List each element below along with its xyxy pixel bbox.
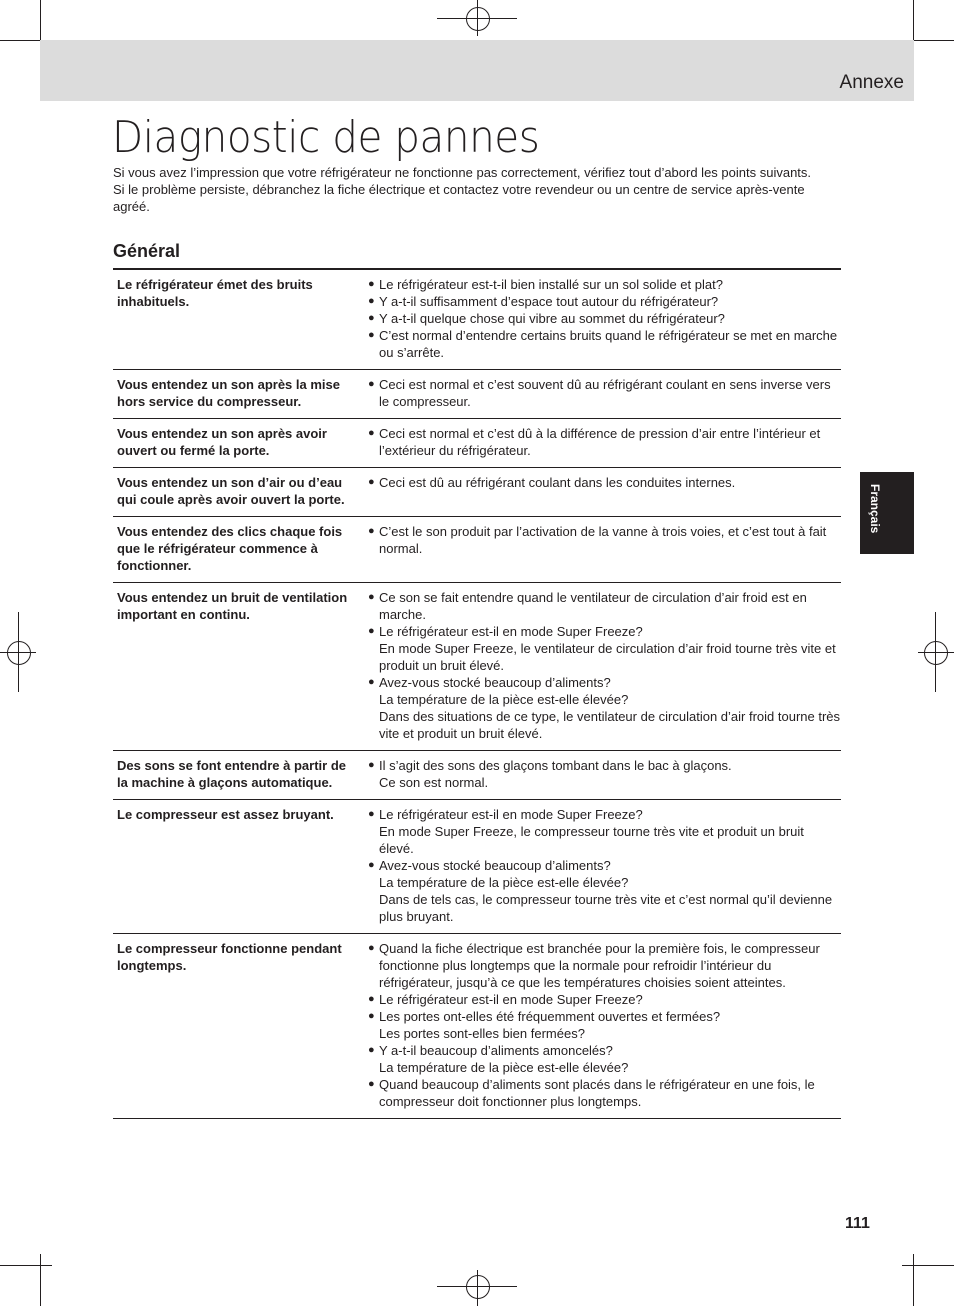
check-item <box>368 623 841 674</box>
check-item <box>368 276 841 293</box>
intro-paragraph: Si le problème persiste, débranchez la fiche électrique et contactez votre revendeur ou un centre de service après-vente agréé. <box>113 182 805 214</box>
check-item <box>368 1042 841 1076</box>
checks-cell <box>364 370 841 419</box>
check-list <box>368 806 841 925</box>
check-text: ● Ceci est dû au réfrigérant coulant dans les conduites internes. <box>379 475 736 490</box>
registration-mark-left-circle <box>7 641 31 665</box>
check-text: ● Avez-vous stocké beaucoup d’aliments? <box>379 858 611 873</box>
registration-mark-top-circle <box>466 7 490 31</box>
problem-cell: Le compresseur est assez bruyant. <box>117 807 334 822</box>
registration-mark-right-circle <box>924 641 948 665</box>
crop-mark-bl-v <box>40 1254 41 1306</box>
table-row <box>113 800 841 934</box>
check-text: La température de la pièce est-elle élevée? <box>379 875 629 890</box>
check-text: ● Ceci est normal et c’est souvent dû au réfrigérant coulant en sens inverse vers le compresseur. <box>379 377 831 409</box>
checks-cell <box>364 934 841 1119</box>
check-item <box>368 589 841 623</box>
troubleshooting-table <box>113 270 841 1119</box>
header-band <box>40 40 914 101</box>
check-text: ● C’est normal d’entendre certains bruits quand le réfrigérateur se met en marche ou s’arrête. <box>379 328 838 360</box>
problem-cell: Vous entendez des clics chaque fois que le réfrigérateur commence à fonctionner. <box>117 524 343 573</box>
check-text: ● Quand beaucoup d’aliments sont placés dans le réfrigérateur en une fois, le compresseur doit fonctionner plus longtemps. <box>379 1077 815 1109</box>
check-item <box>368 1008 841 1042</box>
table-row <box>113 517 841 583</box>
table-row <box>113 934 841 1119</box>
check-list <box>368 276 841 361</box>
check-item <box>368 474 841 491</box>
problem-cell: Le compresseur fonctionne pendant longtemps. <box>117 941 342 973</box>
check-list <box>368 376 841 410</box>
checks-cell <box>364 751 841 800</box>
check-list <box>368 757 841 791</box>
check-text: Les portes sont-elles bien fermées? <box>379 1026 585 1041</box>
check-item <box>368 757 841 791</box>
section-heading: Général <box>113 241 181 261</box>
registration-mark-bottom-circle <box>466 1275 490 1299</box>
table-row <box>113 583 841 751</box>
crop-mark-bl-h <box>0 1265 52 1266</box>
check-item <box>368 327 841 361</box>
page-title: Diagnostic de pannes <box>112 112 540 163</box>
check-text: ● Le réfrigérateur est-t-il bien installé sur un sol solide et plat? <box>379 277 723 292</box>
table-row <box>113 270 841 370</box>
table-row <box>113 370 841 419</box>
check-text: ● C’est le son produit par l’activation de la vanne à trois voies, et c’est tout à fait normal. <box>379 524 827 556</box>
check-item <box>368 991 841 1008</box>
check-item <box>368 857 841 925</box>
check-text: Ce son est normal. <box>379 775 489 790</box>
table-row <box>113 751 841 800</box>
check-text: Dans des situations de ce type, le ventilateur de circulation d’air froid tourne très vite et produit un bruit élevé. <box>379 709 841 741</box>
check-text: ● Les portes ont-elles été fréquemment ouvertes et fermées? <box>379 1009 721 1024</box>
check-item <box>368 674 841 742</box>
check-text: ● Avez-vous stocké beaucoup d’aliments? <box>379 675 611 690</box>
check-list <box>368 474 841 491</box>
checks-cell <box>364 517 841 583</box>
page-number: 111 <box>845 1215 870 1232</box>
intro-paragraph: Si vous avez l’impression que votre réfrigérateur ne fonctionne pas correctement, vérifiez tout d’abord les points suivants. <box>113 165 812 180</box>
problem-cell: Des sons se font entendre à partir de la machine à glaçons automatique. <box>117 758 347 790</box>
language-tab <box>860 472 914 554</box>
problem-cell: Vous entendez un bruit de ventilation important en continu. <box>117 590 348 622</box>
check-item <box>368 1076 841 1110</box>
crop-mark-br-v <box>913 1254 914 1306</box>
check-list <box>368 940 841 1110</box>
check-list <box>368 589 841 742</box>
problem-cell: Vous entendez un son après avoir ouvert ou fermé la porte. <box>117 426 327 458</box>
check-text: ● Quand la fiche électrique est branchée pour la première fois, le compresseur fonctionne plus longtemps que la normale pour refroidir l’intérieur du réfrigérateur, jusqu’à ce que les températures choisies soient atteintes. <box>379 941 820 990</box>
check-item <box>368 523 841 557</box>
checks-cell <box>364 270 841 370</box>
checks-cell <box>364 583 841 751</box>
check-text: ● Le réfrigérateur est-il en mode Super Freeze? <box>379 624 643 639</box>
check-text: ● Il s’agit des sons des glaçons tombant dans le bac à glaçons. <box>379 758 732 773</box>
check-text: En mode Super Freeze, le ventilateur de circulation d’air froid tourne très vite et produit un bruit élevé. <box>379 641 836 673</box>
check-text: ● Ce son se fait entendre quand le ventilateur de circulation d’air froid est en marche. <box>379 590 807 622</box>
check-item <box>368 425 841 459</box>
check-item <box>368 806 841 857</box>
check-list <box>368 523 841 557</box>
check-list <box>368 425 841 459</box>
language-tab-label: Français <box>868 484 882 534</box>
problem-cell: Vous entendez un son après la mise hors service du compresseur. <box>117 377 340 409</box>
check-text: ● Le réfrigérateur est-il en mode Super Freeze? <box>379 992 643 1007</box>
table-row <box>113 419 841 468</box>
problem-cell: Vous entendez un son d’air ou d’eau qui coule après avoir ouvert la porte. <box>117 475 345 507</box>
checks-cell <box>364 419 841 468</box>
check-text: Dans de tels cas, le compresseur tourne très vite et c’est normal qu’il devienne plus bruyant. <box>379 892 833 924</box>
section-label: Annexe <box>839 72 904 93</box>
check-text: ● Le réfrigérateur est-il en mode Super Freeze? <box>379 807 643 822</box>
problem-cell: Le réfrigérateur émet des bruits inhabituels. <box>117 277 313 309</box>
check-text: ● Y a-t-il suffisamment d’espace tout autour du réfrigérateur? <box>379 294 719 309</box>
check-text: ● Y a-t-il quelque chose qui vibre au sommet du réfrigérateur? <box>379 311 725 326</box>
checks-cell <box>364 800 841 934</box>
check-item <box>368 940 841 991</box>
check-text: La température de la pièce est-elle élevée? <box>379 1060 629 1075</box>
intro-text <box>113 164 841 215</box>
check-item <box>368 376 841 410</box>
check-item <box>368 293 841 310</box>
check-text: ● Y a-t-il beaucoup d’aliments amoncelés? <box>379 1043 613 1058</box>
crop-mark-br-h <box>902 1265 954 1266</box>
check-text: La température de la pièce est-elle élevée? <box>379 692 629 707</box>
table-row <box>113 468 841 517</box>
checks-cell <box>364 468 841 517</box>
check-text: En mode Super Freeze, le compresseur tourne très vite et produit un bruit élevé. <box>379 824 804 856</box>
check-text: ● Ceci est normal et c’est dû à la différence de pression d’air entre l’intérieur et l’extérieur du réfrigérateur. <box>379 426 821 458</box>
check-item <box>368 310 841 327</box>
